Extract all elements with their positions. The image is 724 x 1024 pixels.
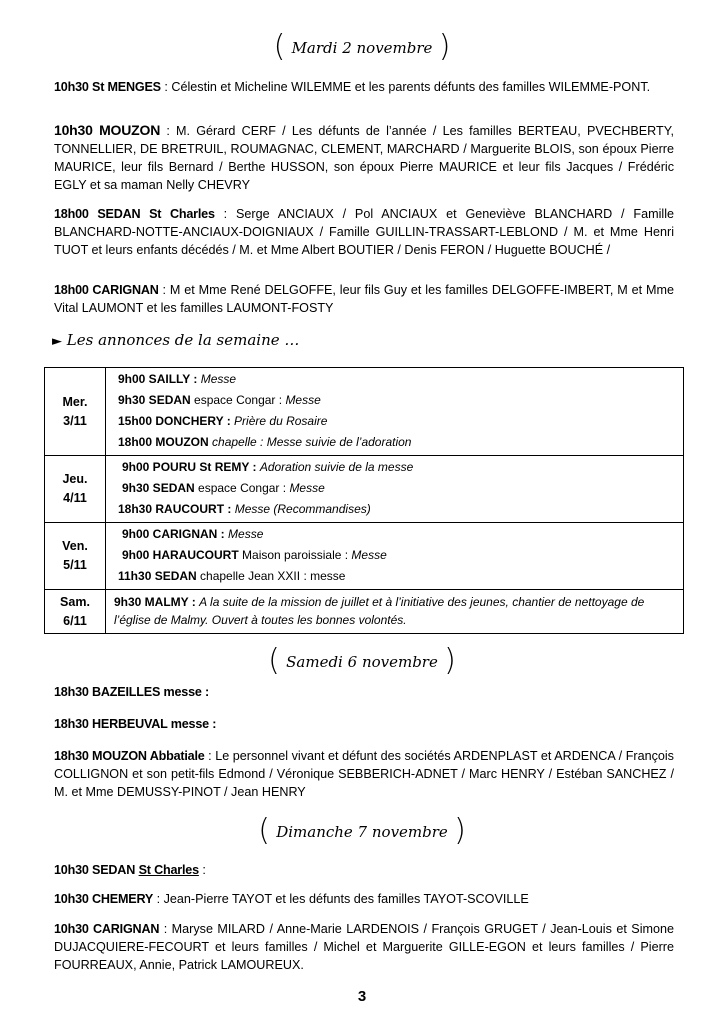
entry-tuesday-mouzon: [54, 121, 674, 194]
entry-location: 10h30 CHEMERY: [54, 892, 154, 906]
entry-location-church: St Charles: [138, 863, 199, 877]
entry-separator: :: [158, 283, 170, 297]
event-desc: Messe suivie de l’adoration: [266, 435, 412, 449]
heading-saturday: [0, 650, 724, 674]
entry-separator: :: [153, 892, 164, 906]
entry-location: 10h30 SEDAN: [54, 863, 136, 877]
day-name: Mer.: [62, 394, 88, 409]
entry-text: M et Mme René DELGOFFE, leur fils Guy et les familles DELGOFFE-IMBERT, M et Mme Vital LAUMONT et les familles LAUMONT-FOSTY: [54, 283, 674, 315]
event-desc: Messe: [351, 548, 387, 562]
event-place: 9h00 HARAUCOURT: [122, 548, 239, 562]
event-line: [106, 524, 683, 545]
event-desc: Messe: [285, 393, 321, 407]
event-mid: espace Congar :: [194, 481, 290, 495]
table-row: [45, 523, 684, 590]
day-date: 4/11: [63, 491, 87, 505]
entry-saturday-bazeilles: [54, 683, 674, 701]
events-cell: [106, 590, 684, 634]
entry-sunday-chemery: [54, 890, 674, 908]
entry-sunday-sedan: [54, 861, 674, 879]
entry-text: M. Gérard CERF / Les défunts de l’année / Les familles BERTEAU, PVECHBERTY, TONNELLIER, DE BRETRUIL, ROUMAGNAC, CLEMENT, MARCHARD / Marguerite BLOIS, son époux Pierre MAURICE, leur fils Bernard / Berthe HUSSON, son époux Pierre MAURICE et leur fils Jacques / Frédéric EGLY et sa maman Nelly CHEVRY: [54, 124, 674, 192]
event-place: 18h00 MOUZON: [118, 435, 209, 449]
day-date: 6/11: [63, 613, 87, 628]
events-cell: [106, 523, 684, 590]
event-line: [106, 432, 683, 453]
heading-saturday-text: Samedi 6 novembre: [286, 653, 438, 671]
event-desc: Prière du Rosaire: [234, 414, 328, 428]
entry-separator: :: [160, 80, 172, 94]
day-cell: [45, 590, 106, 634]
event-line: [106, 457, 683, 478]
heading-sunday-text: Dimanche 7 novembre: [276, 823, 448, 841]
event-place: 11h30 SEDAN: [118, 569, 197, 583]
entry-separator: :: [198, 863, 206, 877]
event-line: [106, 390, 683, 411]
day-date: 3/11: [63, 413, 87, 428]
entry-location: 10h30 CARIGNAN: [54, 922, 160, 936]
event-place: 9h00 POURU St REMY :: [122, 460, 257, 474]
event-line: [106, 591, 683, 631]
day-name: Ven.: [62, 539, 88, 553]
day-date: 5/11: [63, 558, 87, 572]
entry-tuesday-sedan: [54, 205, 674, 259]
event-place: 9h30 SEDAN: [118, 393, 191, 407]
entry-sunday-carignan: [54, 920, 674, 974]
entry-text: Célestin et Micheline WILEMME et les parents défunts des familles WILEMME-PONT.: [171, 80, 651, 94]
events-cell: [106, 456, 684, 523]
event-place: 9h00 SAILLY :: [118, 372, 198, 386]
day-cell: [45, 523, 106, 590]
heading-sunday: [0, 820, 724, 844]
heading-tuesday-text: Mardi 2 novembre: [291, 39, 433, 57]
event-line: [106, 478, 683, 499]
table-row: [45, 368, 684, 456]
entry-saturday-herbeuval: [54, 715, 674, 733]
day-name: Sam.: [60, 594, 90, 609]
table-row: [45, 456, 684, 523]
event-place: 9h00 CARIGNAN :: [122, 527, 225, 541]
event-desc: Adoration suivie de la messe: [259, 460, 414, 474]
entry-location: 18h00 CARIGNAN: [54, 283, 159, 297]
entry-tuesday-carignan: [54, 281, 674, 317]
entry-location: 18h30 MOUZON Abbatiale: [54, 749, 205, 763]
entry-separator: :: [214, 207, 236, 221]
entry-separator: :: [159, 922, 172, 936]
event-line: [106, 499, 683, 520]
event-desc: Messe: [289, 481, 325, 495]
table-row: [45, 590, 684, 634]
day-name: Jeu.: [62, 472, 88, 486]
event-mid: chapelle Jean XXII : messe: [196, 569, 346, 583]
entry-text: Maryse MILARD / Anne-Marie LARDENOIS / François GRUGET / Jean-Louis et Simone DUJACQUIERE-FECOURT et leurs familles / Michel et Marguerite GILLE-EGON et leurs familles / Pierre FOURREAUX, Annie, Patrick LAMOUREUX.: [54, 922, 674, 972]
announcements-title: [52, 331, 299, 349]
event-desc: Messe: [228, 527, 264, 541]
heading-saturday-box: [268, 650, 456, 674]
event-desc: A la suite de la mission de juillet et à l’initiative des jeunes, chantier de nettoyage de l’église de Malmy. Ouvert à toutes les bonnes volontés.: [114, 595, 645, 627]
arrow-icon: ►: [52, 334, 62, 349]
page-number: 3: [357, 988, 367, 1005]
entry-tuesday-stmenges: [54, 78, 674, 96]
entry-location: 18h30 HERBEUVAL messe :: [54, 717, 217, 731]
heading-tuesday-box: [274, 36, 451, 60]
entry-location: 18h00 SEDAN St Charles: [54, 207, 215, 221]
event-place: 18h30 RAUCOURT :: [118, 502, 232, 516]
schedule-table: [44, 367, 684, 634]
event-line: [106, 369, 683, 390]
heading-sunday-box: [258, 820, 466, 844]
event-desc: Messe (Recommandises): [234, 502, 371, 516]
event-line: [106, 411, 683, 432]
entry-separator: :: [204, 749, 216, 763]
events-cell: [106, 368, 684, 456]
entry-separator: :: [160, 124, 177, 138]
entry-location: 10h30 MOUZON: [54, 122, 161, 138]
event-line: [106, 545, 683, 566]
event-mid: chapelle :: [208, 435, 267, 449]
event-place: 9h30 SEDAN: [122, 481, 195, 495]
event-place: 9h30 MALMY :: [114, 595, 196, 609]
event-mid: espace Congar :: [190, 393, 286, 407]
entry-text: Serge ANCIAUX / Pol ANCIAUX et Geneviève BLANCHARD / Famille BLANCHARD-NOTTE-ANCIAUX-DOIGNIAUX / Famille GUILLIN-TRASSART-LEBLOND / M. et Mme Henri TUOT et leurs enfants décédés / M. et Mme Albert BOUTIER / Denis FERON / Huguette BOUCHÉ /: [54, 207, 674, 257]
event-line: [106, 566, 683, 587]
heading-tuesday: [0, 36, 724, 60]
entry-text: Le personnel vivant et défunt des sociétés ARDENPLAST et ARDENCA / François COLLIGNON et son petit-fils Edmond / Véronique SEBBERICH-ADNET / Marc HENRY / Estéban SANCHEZ / M. et Mme DEMUSSY-PINOT / Jean HENRY: [54, 749, 674, 799]
entry-text: Jean-Pierre TAYOT et les défunts des familles TAYOT-SCOVILLE: [163, 892, 529, 906]
event-mid: Maison paroissiale :: [238, 548, 352, 562]
event-desc: Messe: [200, 372, 237, 386]
entry-location: 10h30 St MENGES: [54, 80, 161, 94]
entry-saturday-mouzon: [54, 747, 674, 801]
entry-location: 18h30 BAZEILLES messe :: [54, 685, 209, 699]
day-cell: [45, 456, 106, 523]
announcements-title-text: Les annonces de la semaine …: [66, 331, 300, 349]
day-cell: [45, 368, 106, 456]
event-place: 15h00 DONCHERY :: [118, 414, 231, 428]
